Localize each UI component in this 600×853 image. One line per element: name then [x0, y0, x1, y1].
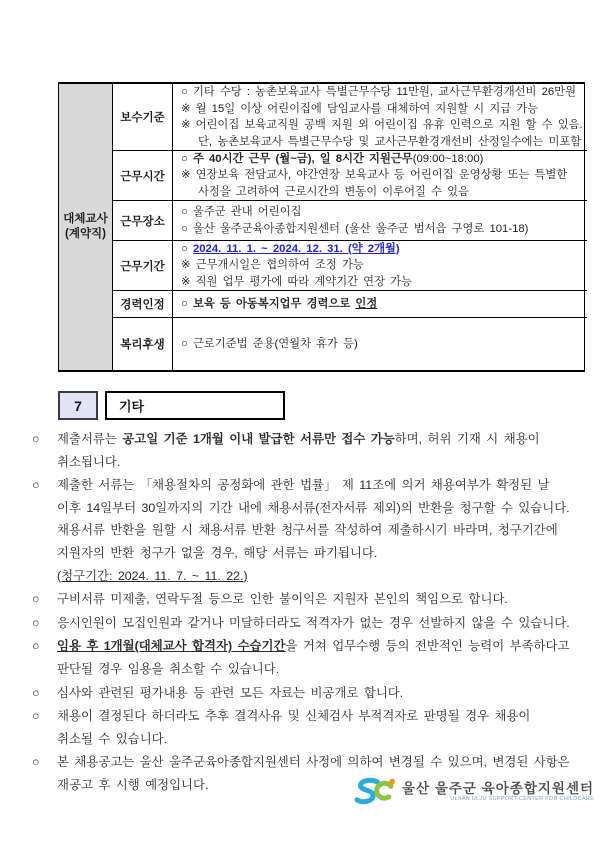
- text-line: 응시인원이 모집인원과 같거나 미달하더라도 적격자가 없는 경우 선발하지 않을 수 있습니다.: [57, 615, 570, 630]
- employment-conditions-table: [58, 82, 585, 372]
- text-line: 판단될 경우 임용을 취소할 수 있습니다.: [57, 661, 280, 676]
- text-line: 지원자의 반환 청구가 없을 경우, 해당 서류는 파기됩니다.: [57, 545, 378, 560]
- text-line: 구비서류 미제출, 연락두절 등으로 인한 불이익은 지원자 본인의 책임으로 합니다.: [57, 592, 508, 607]
- text-line: ※ 직원 업무 평가에 따라 계약기간 연장 가능: [181, 275, 412, 288]
- row-content: [173, 84, 587, 150]
- section-title-box: 기타: [105, 391, 285, 420]
- logo-text-kr: 울산 울주군 육아종합지원센터: [402, 781, 595, 796]
- table-rows: [113, 84, 587, 370]
- list-item-text: [57, 474, 580, 587]
- text-line: 본 채용공고는 울산 울주군육아종합지원센터 사정에 의하여 변경될 수 있으며, 변경된 사항은: [57, 755, 570, 770]
- list-item: [32, 635, 580, 680]
- text-line: 이후 14일부터 30일까지의 기간 내에 채용서류(전자서류 제외)의 반환을 청구할 수 있습니다.: [57, 500, 570, 515]
- table-row: [113, 151, 587, 201]
- notes-list: [32, 428, 580, 798]
- table-group-cell: [59, 84, 113, 370]
- row-content: [173, 151, 587, 200]
- circle-bullet-icon: ○: [32, 478, 40, 493]
- circle-bullet-icon: ○: [32, 432, 40, 446]
- center-logo: [352, 776, 594, 808]
- row-content: [173, 318, 587, 370]
- list-item: [32, 705, 580, 750]
- text-line: 사정을 고려하여 근로시간의 변동이 이루어질 수 있음: [198, 185, 469, 198]
- row-header: 근무장소: [113, 201, 173, 240]
- text-line: ○ 기타 수당 : 농촌보육교사 특별근무수당 11만원, 교사근무환경개선비 26만원: [181, 86, 576, 98]
- circle-bullet-icon: ○: [32, 592, 40, 607]
- section-number-box: 7: [58, 391, 98, 420]
- list-item-text: [57, 428, 580, 473]
- table-row: [113, 241, 587, 291]
- section-header: [58, 391, 285, 420]
- text-line: ○ 2024. 11. 1. ~ 2024. 12. 31. (약 2개월): [181, 242, 400, 255]
- text-line: ○ 주 40시간 근무 (월~금), 일 8시간 지원근무(09:00~18:00): [181, 152, 484, 165]
- text-line: 제출서류는 공고일 기준 1개월 이내 발급한 서류만 접수 가능하며, 허위 기재 시 채용이: [57, 432, 540, 446]
- text-line: 제출한 서류는 「채용절차의 공정화에 관한 법률」 제 11조에 의거 채용여부가 확정된 날: [57, 478, 550, 493]
- text-line: (청구기간: 2024. 11. 7. ~ 11. 22.): [57, 568, 248, 583]
- text-line: ※ 어린이집 보육교직원 공백 지원 외 어린이집 유휴 인력으로 지원 할 수 있음.: [181, 119, 583, 131]
- text-line: ※ 근무개시일은 협의하여 조정 가능: [181, 259, 364, 272]
- list-item-text: [57, 588, 580, 611]
- row-header: 근무시간: [113, 151, 173, 200]
- list-item-text: [57, 682, 580, 705]
- text-line: 재공고 후 시행 예정입니다.: [57, 777, 209, 792]
- row-header: 복리후생: [113, 318, 173, 370]
- text-line: 단, 농촌보육교사 특별근무수당 및 교사근무환경개선비 산정일수에는 미포함: [198, 135, 582, 148]
- circle-bullet-icon: ○: [32, 685, 40, 700]
- logo-text: [402, 781, 594, 803]
- list-item: [32, 428, 580, 473]
- table-row: [113, 291, 587, 318]
- list-item-text: [57, 635, 580, 680]
- text-line: 채용서류 반환을 원할 시 채용서류 반환 청구서를 작성하여 제출하시기 바라며, 청구기간에: [57, 523, 558, 538]
- group-label-line2: (계약직): [65, 228, 106, 240]
- row-header: 보수기준: [113, 84, 173, 150]
- row-header: 경력인정: [113, 291, 173, 317]
- circle-bullet-icon: ○: [32, 755, 40, 770]
- text-line: ○ 울주군 관내 어린이집: [181, 206, 302, 218]
- text-line: 취소됩니다.: [57, 454, 121, 469]
- table-row: [113, 84, 587, 151]
- circle-bullet-icon: ○: [32, 709, 40, 724]
- row-content: [173, 241, 587, 290]
- text-line: ○ 근로기준법 준용(연월차 휴가 등): [181, 337, 358, 350]
- row-content: [173, 291, 587, 317]
- text-line: ○ 울산 울주군육아종합지원센터 (울산 울주군 범서읍 구영로 101-18): [181, 222, 529, 235]
- list-item-text: [57, 612, 580, 635]
- list-item: [32, 612, 580, 635]
- text-line: ※ 연장보육 전담교사, 야간연장 보육교사 등 어린이집 운영상황 또는 특별한: [181, 169, 568, 182]
- text-line: 임용 후 1개월(대체교사 합격자) 수습기간을 거쳐 업무수행 등의 전반적인 능력이 부족하다고: [57, 639, 570, 654]
- row-content: [173, 201, 587, 240]
- text-line: 심사와 관련된 평가내용 등 관련 모든 자료는 비공개로 합니다.: [57, 685, 404, 700]
- logo-text-en: ULSAN ULJU SUPPORT CENTER FOR CHILDCARE: [450, 796, 595, 802]
- group-label-line1: 대체교사: [63, 213, 108, 225]
- logo-sc-icon: [352, 776, 396, 808]
- row-header: 근무기간: [113, 241, 173, 290]
- circle-bullet-icon: ○: [32, 615, 40, 630]
- text-line: ※ 월 15일 이상 어린이집에 담임교사를 대체하여 지원할 시 지급 가능: [181, 102, 539, 115]
- list-item: [32, 588, 580, 611]
- list-item: [32, 682, 580, 705]
- list-item-text: [57, 705, 580, 750]
- table-row: [113, 318, 587, 370]
- table-row: [113, 201, 587, 241]
- text-line: 취소될 수 있습니다.: [57, 731, 168, 746]
- list-item: [32, 474, 580, 587]
- text-line: 채용이 결정된다 하더라도 추후 결격사유 및 신체검사 부적격자로 판명될 경우 채용이: [57, 709, 531, 724]
- circle-bullet-icon: ○: [32, 639, 40, 654]
- text-line: ○ 보육 등 아동복지업무 경력으로 인정: [181, 297, 378, 310]
